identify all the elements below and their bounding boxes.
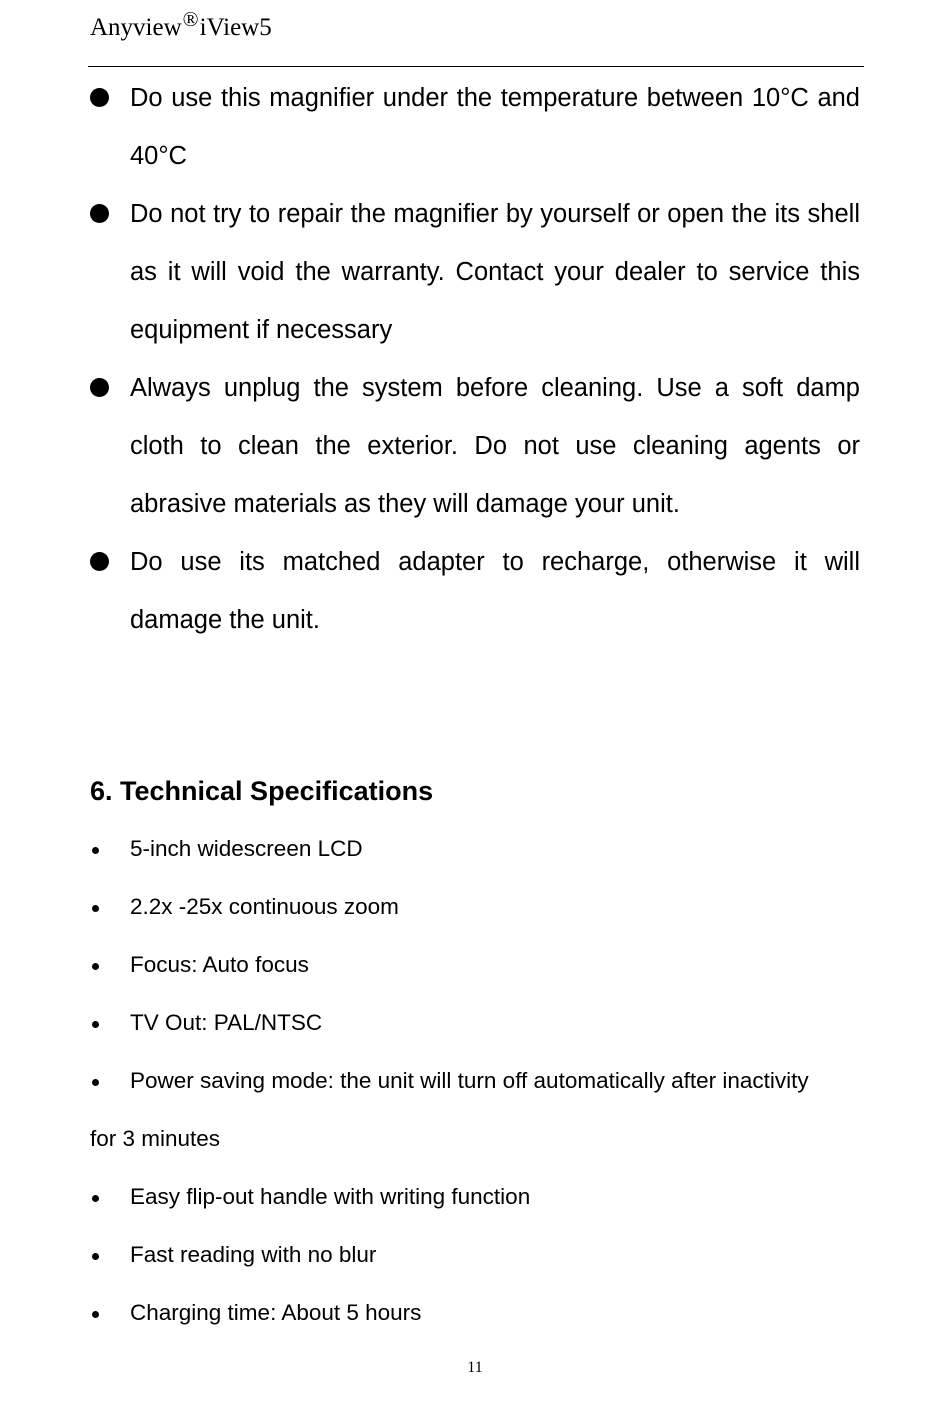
spec-text: Focus: Auto focus <box>130 952 309 977</box>
bullet-icon <box>92 1195 99 1202</box>
list-item <box>90 533 860 649</box>
precaution-text: Always unplug the system before cleaning. Use a soft damp cloth to clean the exterior. Do not use cleaning agents or abrasive materials as they will damage your unit. <box>130 374 860 518</box>
spec-text: for 3 minutes <box>90 1126 221 1151</box>
header-rule <box>88 66 864 67</box>
spec-text: 2.2x -25x continuous zoom <box>130 894 399 919</box>
running-header <box>90 8 272 48</box>
bullet-icon <box>92 1021 99 1028</box>
bullet-dot-icon <box>90 552 109 571</box>
spec-text: Power saving mode: the unit will turn off automatically after inactivity <box>130 1068 809 1093</box>
bullet-dot-icon <box>90 378 109 397</box>
precaution-text: Do not try to repair the magnifier by yourself or open the its shell as it will void the warranty. Contact your dealer to service this equipment if necessary <box>130 200 860 344</box>
spec-text: Charging time: About 5 hours <box>130 1300 422 1325</box>
spec-item <box>90 994 870 1052</box>
bullet-dot-icon <box>90 88 109 107</box>
precaution-text: Do use its matched adapter to recharge, otherwise it will damage the unit. <box>130 548 860 634</box>
spec-item <box>90 1284 870 1342</box>
spec-item <box>90 1052 870 1110</box>
precaution-text: Do use this magnifier under the temperature between 10°C and 40°C <box>130 84 860 170</box>
bullet-dot-icon <box>90 204 109 223</box>
bullet-icon <box>92 963 99 970</box>
bullet-icon <box>92 1253 99 1260</box>
spec-text: Fast reading with no blur <box>130 1242 377 1267</box>
spec-item <box>90 936 870 994</box>
precautions-list <box>90 69 860 649</box>
brand-name: Anyview <box>90 14 182 41</box>
spec-text: TV Out: PAL/NTSC <box>130 1010 323 1035</box>
spec-item-continuation <box>90 1110 870 1168</box>
spec-item <box>90 1168 870 1226</box>
bullet-icon <box>92 847 99 854</box>
spec-text: Easy flip-out handle with writing function <box>130 1184 531 1209</box>
spec-item <box>90 1226 870 1284</box>
bullet-icon <box>92 1311 99 1318</box>
spec-item <box>90 878 870 936</box>
list-item <box>90 69 860 185</box>
bullet-icon <box>92 905 99 912</box>
model-name: iView5 <box>199 14 272 41</box>
bullet-icon <box>92 1079 99 1086</box>
list-item <box>90 185 860 359</box>
list-item <box>90 359 860 533</box>
section-title: 6. Technical Specifications <box>90 776 434 806</box>
spec-text: 5-inch widescreen LCD <box>130 836 363 861</box>
spec-item <box>90 820 870 878</box>
page-number: 11 <box>467 1359 483 1376</box>
registered-mark: ® <box>182 7 199 31</box>
spec-list <box>90 820 870 1342</box>
